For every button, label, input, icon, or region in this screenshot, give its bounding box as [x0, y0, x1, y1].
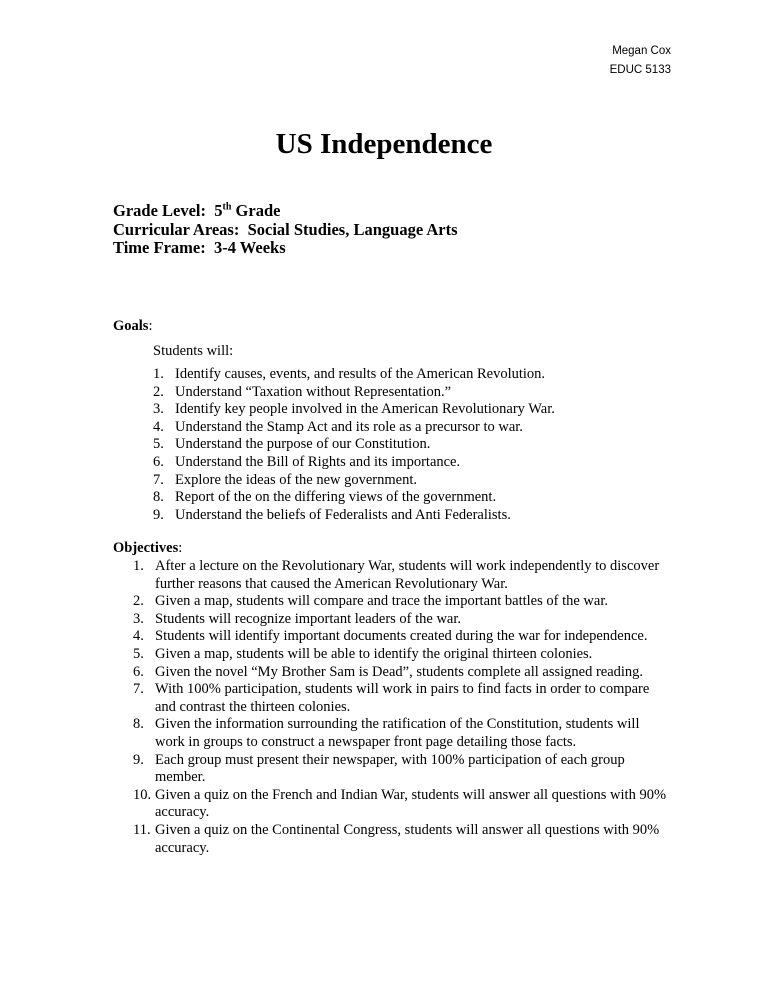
item-text: Given a map, students will be able to identify the original thirteen colonies. [155, 645, 593, 662]
item-number: 2. [153, 383, 164, 400]
document-header [610, 42, 671, 80]
item-text: Report of the on the differing views of the government. [175, 489, 497, 506]
page-title: US Independence [275, 128, 493, 160]
item-text: Given a quiz on the Continental Congress, students will answer all questions with 90% accuracy. [155, 821, 660, 856]
list-item [133, 611, 668, 629]
list-item [133, 681, 668, 716]
objectives-heading-text: Objectives [113, 540, 179, 556]
item-number: 1. [153, 366, 164, 382]
item-text: Given the information surrounding the ratification of the Constitution, students will work in groups to construct a newspaper front page detailing those facts. [155, 716, 640, 750]
areas-label: Curricular Areas: [113, 219, 240, 239]
grade-suffix: Grade [235, 201, 281, 220]
item-number: 4. [133, 628, 144, 645]
list-item [153, 366, 673, 384]
item-text: Understand “Taxation without Representation.” [175, 383, 452, 400]
item-text: After a lecture on the Revolutionary War, students will work independently to discover further reasons that caused the American Revolutionary War. [155, 558, 660, 592]
item-number: 7. [153, 471, 164, 488]
list-item [153, 472, 673, 490]
item-text: Understand the Bill of Rights and its importance. [175, 453, 461, 470]
list-item [153, 384, 673, 402]
time-label: Time Frame: [113, 238, 206, 257]
item-number: 5. [133, 645, 144, 662]
item-number: 3. [153, 401, 164, 418]
item-number: 7. [133, 681, 144, 698]
list-item [133, 593, 668, 611]
item-text: With 100% participation, students will work in pairs to find facts in order to compare and contrast the thirteen colonies. [155, 681, 650, 715]
objectives-heading: Objectives: [113, 540, 183, 556]
grade-level [113, 202, 458, 221]
item-number: 2. [133, 593, 144, 610]
item-text: Understand the beliefs of Federalists and Anti Federalists. [175, 506, 511, 523]
list-item [133, 558, 668, 593]
list-item [153, 436, 673, 454]
item-number: 9. [153, 506, 164, 523]
goals-heading-text: Goals [113, 318, 149, 334]
item-number: 1. [133, 558, 144, 574]
author-name: Megan Cox [612, 45, 671, 57]
item-text: Given a map, students will compare and trace the important battles of the war. [155, 593, 608, 610]
areas-value: Social Studies, Language Arts [247, 219, 458, 239]
item-text: Identify key people involved in the American Revolutionary War. [175, 401, 555, 418]
grade-ordinal: th [222, 201, 232, 213]
lesson-meta [113, 202, 458, 258]
item-text: Explore the ideas of the new government. [175, 471, 417, 488]
curricular-areas [113, 221, 458, 240]
list-item [133, 664, 668, 682]
item-text: Understand the purpose of our Constitution. [175, 436, 431, 453]
item-number: 9. [133, 751, 144, 768]
item-text: Identify causes, events, and results of the American Revolution. [175, 366, 546, 382]
list-item [133, 787, 668, 822]
item-number: 6. [133, 663, 144, 680]
list-item [133, 716, 668, 751]
item-number: 11. [133, 821, 151, 838]
list-item [153, 419, 673, 437]
item-text: Students will identify important documents created during the war for independence. [155, 628, 648, 645]
list-item [133, 822, 668, 857]
item-number: 10. [133, 786, 152, 803]
item-number: 4. [153, 418, 164, 435]
grade-number: 5 [214, 201, 223, 220]
course-code: EDUC 5133 [609, 64, 671, 76]
goals-heading: Goals: [113, 318, 153, 334]
list-item [133, 752, 668, 787]
list-item [153, 454, 673, 472]
objectives-list [133, 558, 668, 857]
item-number: 6. [153, 453, 164, 470]
item-number: 3. [133, 610, 144, 627]
list-item [153, 507, 673, 525]
list-item [133, 628, 668, 646]
item-text: Each group must present their newspaper, with 100% participation of each group member. [155, 751, 625, 786]
list-item [153, 489, 673, 507]
item-text: Given a quiz on the French and Indian War, students will answer all questions with 90% accuracy. [155, 786, 667, 821]
item-text: Students will recognize important leaders of the war. [155, 610, 462, 627]
item-text: Understand the Stamp Act and its role as a precursor to war. [175, 418, 523, 435]
time-value: 3-4 Weeks [213, 238, 286, 257]
list-item [133, 646, 668, 664]
list-item [153, 401, 673, 419]
goals-list [153, 366, 673, 524]
item-number: 8. [133, 716, 144, 733]
item-number: 5. [153, 436, 164, 453]
goals-intro: Students will: [153, 343, 234, 359]
item-number: 8. [153, 489, 164, 506]
item-text: Given the novel “My Brother Sam is Dead”, students complete all assigned reading. [155, 663, 644, 680]
grade-label: Grade Level: [113, 201, 207, 220]
time-frame [113, 239, 458, 258]
